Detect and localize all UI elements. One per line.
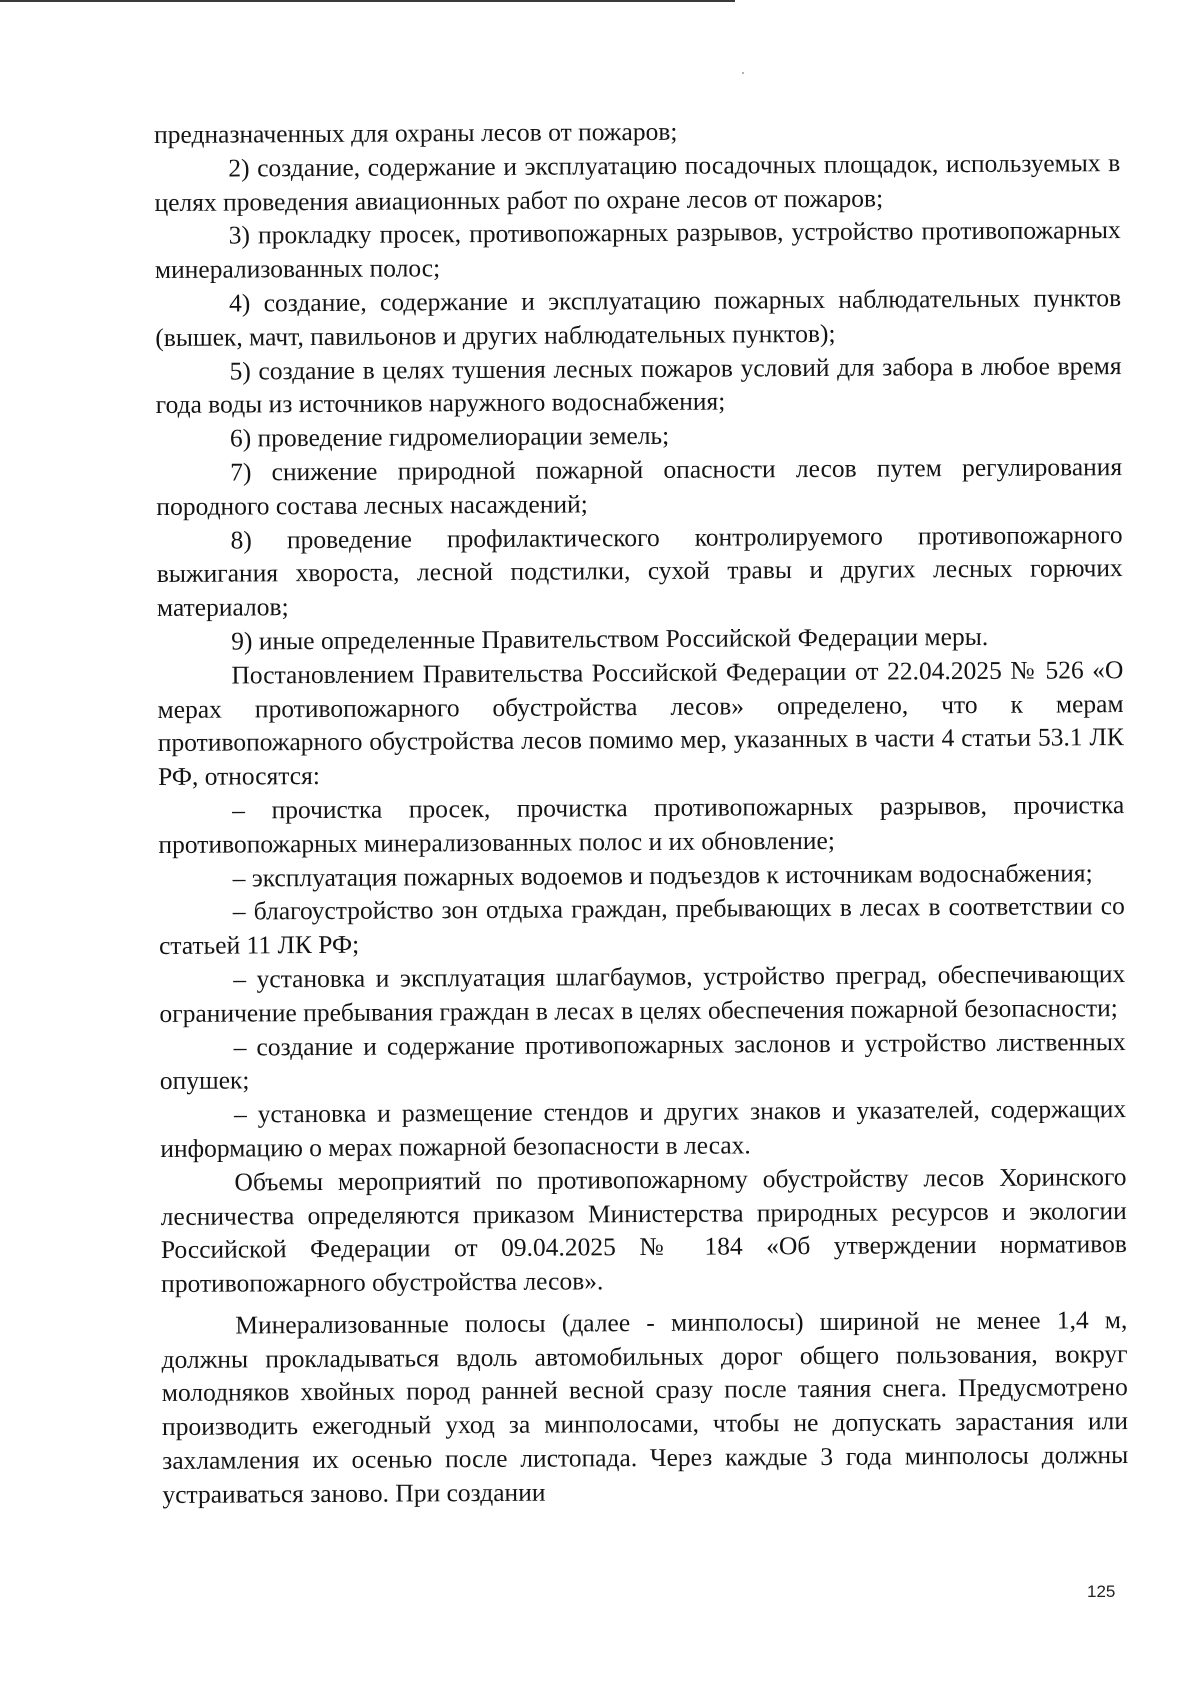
list-item-clearing: – прочистка просек, прочистка противопожарных разрывов, прочистка противопожарных минерализованных полос и их обновление; xyxy=(158,790,1125,859)
paragraph-resolution: Постановлением Правительства Российской Федерации от 22.04.2025 № 526 «О мерах противопожарного обустройства лесов» определено, что к мерам противопожарного обустройства лесов помимо мер, указанных в части 4 статьи 53.1 ЛК РФ, относятся: xyxy=(157,654,1124,792)
list-item-water-reservoirs: – эксплуатация пожарных водоемов и подъездов к источникам водоснабжения; xyxy=(232,857,1093,893)
paragraph-item-2: 2) создание, содержание и эксплуатацию посадочных площадок, используемых в целях проведения авиационных работ по охране лесов от пожаров; xyxy=(154,147,1121,217)
paragraph-volumes: Объемы мероприятий по противопожарному обустройству лесов Хоринского лесничества определяются приказом Министерства природных ресурсов и экологии Российской Федерации от 09.04.2025 № 184 «Об утверждении нормативов противопожарного обустройства лесов». xyxy=(160,1161,1127,1299)
scan-edge-line xyxy=(0,0,735,2)
paragraph-item-8: 8) проведение профилактического контролируемого противопожарного выжигания хвороста, лесной подстилки, сухой травы и других лесных горючих материалов; xyxy=(156,519,1123,623)
document-body xyxy=(154,112,1128,1512)
paragraph-item-6: 6) проведение гидромелиорации земель; xyxy=(229,421,670,453)
list-item-recreation-zones: – благоустройство зон отдыха граждан, пребывающих в лесах в соответствии со статьей 11 ЛК РФ; xyxy=(158,891,1125,961)
paragraph-item-5: 5) создание в целях тушения лесных пожаров условий для забора в любое время года воды из источников наружного водоснабжения; xyxy=(155,350,1122,420)
paragraph-item-9: 9) иные определенные Правительством Российской Федерации меры. xyxy=(231,621,989,656)
scan-speck xyxy=(742,72,744,74)
paragraph-continuation: предназначенных для охраны лесов от пожаров; xyxy=(154,116,678,149)
paragraph-item-4: 4) создание, содержание и эксплуатацию пожарных наблюдательных пунктов (вышек, мачт, павильонов и других наблюдательных пунктов); xyxy=(155,283,1122,352)
paragraph-item-3: 3) прокладку просек, противопожарных разрывов, устройство противопожарных минерализованных полос; xyxy=(154,215,1121,285)
page-number: 125 xyxy=(1087,1582,1116,1601)
list-item-fire-screens: – создание и содержание противопожарных заслонов и устройство лиственных опушек; xyxy=(159,1026,1126,1096)
paragraph-mineralized-strips: Минерализованные полосы (далее - минполосы) шириной не менее 1,4 м, должны прокладываться вдоль автомобильных дорог общего пользования, вокруг молодняков хвойных пород ранней весной сразу после таяния снега. Предусмотрено производить ежегодный уход за минполосами, чтобы не допускать зарастания или захламления их осенью после листопада. Через каждые 3 года минполосы должны устраиваться заново. При создании xyxy=(161,1304,1129,1509)
list-item-signs: – установка и размещение стендов и других знаков и указателей, содержащих информацию о мерах пожарной безопасности в лесах. xyxy=(160,1094,1127,1163)
paragraph-item-7: 7) снижение природной пожарной опасности лесов путем регулирования породного состава лесных насаждений; xyxy=(156,452,1123,521)
list-item-barriers: – установка и эксплуатация шлагбаумов, устройство преград, обеспечивающих ограничение пребывания граждан в лесах в целях обеспечения пожарной безопасности; xyxy=(159,959,1126,1028)
